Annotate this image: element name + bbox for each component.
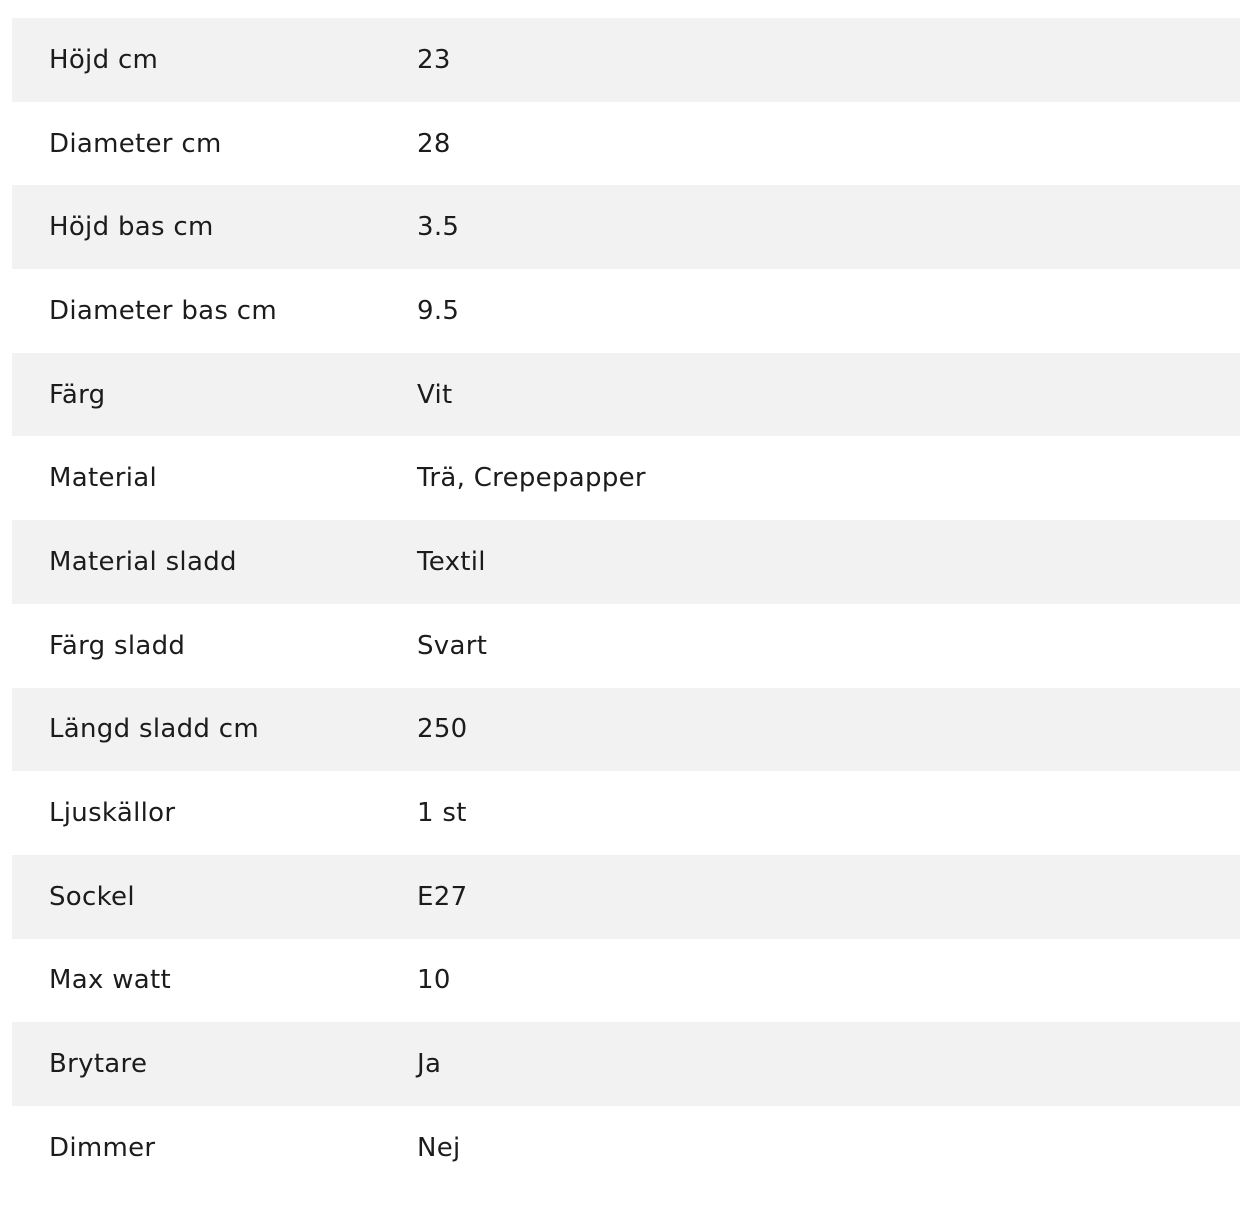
spec-value: Vit <box>417 379 453 410</box>
spec-value: 3.5 <box>417 212 460 243</box>
spec-value: 1 st <box>417 798 467 829</box>
spec-row-base-height <box>12 185 1240 269</box>
spec-label: Färg sladd <box>49 630 186 661</box>
spec-label: Material <box>49 463 158 494</box>
spec-label: Brytare <box>49 1049 148 1080</box>
spec-label: Längd sladd cm <box>49 714 259 745</box>
spec-row-dimmer <box>12 1106 1240 1190</box>
spec-value: Textil <box>417 546 486 577</box>
spec-label: Ljuskällor <box>49 798 176 829</box>
spec-label: Max watt <box>49 965 172 996</box>
spec-label: Höjd cm <box>49 44 159 75</box>
spec-label: Sockel <box>49 881 135 912</box>
spec-row-diameter <box>12 102 1240 186</box>
spec-label: Diameter cm <box>49 128 222 159</box>
spec-row-max-watt <box>12 939 1240 1023</box>
spec-value: 28 <box>417 128 451 159</box>
spec-value: 23 <box>417 44 451 75</box>
spec-value: 250 <box>417 714 468 745</box>
spec-value: Trä, Crepepapper <box>417 463 646 494</box>
spec-label: Färg <box>49 379 106 410</box>
spec-row-cord-color <box>12 604 1240 688</box>
spec-value: Nej <box>417 1132 461 1163</box>
spec-row-height <box>12 18 1240 102</box>
spec-row-switch <box>12 1022 1240 1106</box>
spec-value: E27 <box>417 881 468 912</box>
spec-row-socket <box>12 855 1240 939</box>
spec-value: 10 <box>417 965 451 996</box>
spec-value: Ja <box>417 1049 442 1080</box>
spec-row-light-sources <box>12 771 1240 855</box>
spec-label: Dimmer <box>49 1132 156 1163</box>
spec-row-color <box>12 353 1240 437</box>
spec-label: Diameter bas cm <box>49 295 278 326</box>
product-spec-table <box>12 18 1240 1190</box>
spec-label: Material sladd <box>49 546 237 577</box>
spec-row-cord-length <box>12 688 1240 772</box>
spec-row-material <box>12 436 1240 520</box>
spec-value: Svart <box>417 630 488 661</box>
spec-row-base-diameter <box>12 269 1240 353</box>
spec-value: 9.5 <box>417 295 460 326</box>
spec-row-cord-material <box>12 520 1240 604</box>
spec-label: Höjd bas cm <box>49 212 214 243</box>
